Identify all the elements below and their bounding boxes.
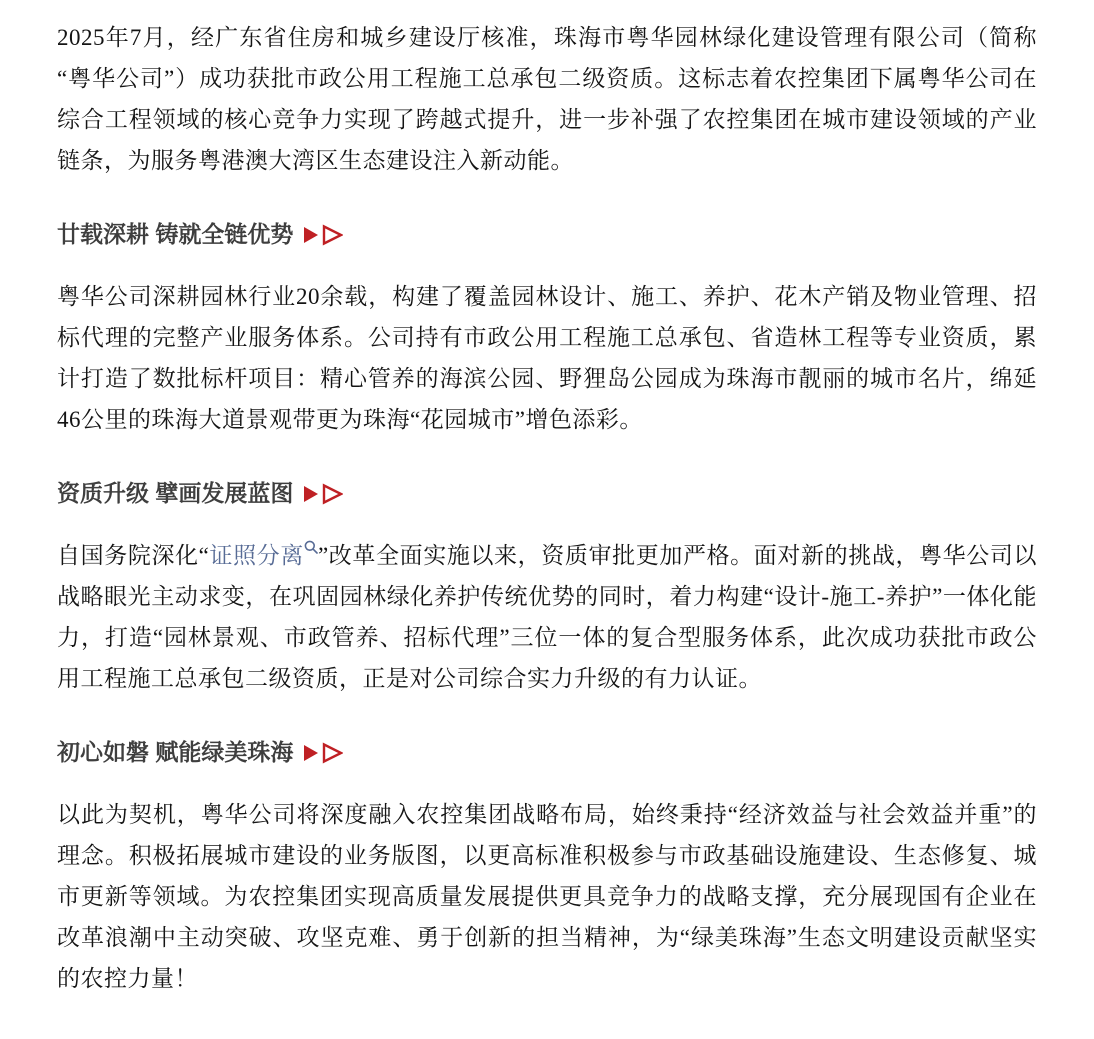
intro-paragraph: 2025年7月，经广东省住房和城乡建设厅核准，珠海市粤华园林绿化建设管理有限公司（简称“粤华公司”）成功获批市政公用工程施工总承包二级资质。这标志着农控集团下属粤华公司在综合工程领域的核心竞争力实现了跨越式提升，进一步补强了农控集团在城市建设领域的产业链条，为服务粤港澳大湾区生态建设注入新动能。 — [57, 25, 1037, 173]
heading-arrows — [303, 483, 343, 505]
search-icon[interactable] — [304, 540, 318, 554]
paragraph-text-after-link: ”改革全面实施以来，资质审批更加严格。面对新的挑战，粤华公司以战略眼光主动求变，在巩固园林绿化养护传统优势的同时，着力构建“设计-施工-养护”一体化能力，打造“园林景观、市政管养、招标代理”三位一体的复合型服务体系，此次成功获批市政公用工程施工总承包二级资质，正是对公司综合实力升级的有力认证。 — [57, 543, 1038, 691]
arrow-hollow-icon — [322, 224, 343, 246]
arrow-hollow-icon — [322, 742, 343, 764]
section-heading-1 — [57, 219, 1037, 250]
section-heading-2 — [57, 478, 1037, 509]
section-1-paragraph: 粤华公司深耕园林行业20余载，构建了覆盖园林设计、施工、养护、花木产销及物业管理、招标代理的完整产业服务体系。公司持有市政公用工程施工总承包、省造林工程等专业资质，累计打造了数批标杆项目：精心管养的海滨公园、野狸岛公园成为珠海市靓丽的城市名片，绵延46公里的珠海大道景观带更为珠海“花园城市”增色添彩。 — [57, 284, 1037, 432]
section-heading-3 — [57, 737, 1037, 768]
arrow-hollow-icon — [322, 483, 343, 505]
heading-arrows — [303, 742, 343, 764]
section-heading-3-label: 初心如磐 赋能绿美珠海 — [57, 739, 294, 765]
entry-link[interactable]: 证照分离 — [209, 543, 304, 568]
section-3-paragraph: 以此为契机，粤华公司将深度融入农控集团战略布局，始终秉持“经济效益与社会效益并重”的理念。积极拓展城市建设的业务版图，以更高标准积极参与市政基础设施建设、生态修复、城市更新等领域。为农控集团实现高质量发展提供更具竞争力的战略支撑，充分展现国有企业在改革浪潮中主动突破、攻坚克难、勇于创新的担当精神，为“绿美珠海”生态文明建设贡献坚实的农控力量！ — [57, 802, 1037, 991]
arrow-solid-icon — [303, 744, 319, 762]
section-heading-2-label: 资质升级 擘画发展蓝图 — [57, 480, 294, 506]
paragraph-text-before-link: 自国务院深化“ — [57, 543, 210, 568]
arrow-solid-icon — [303, 485, 319, 503]
arrow-solid-icon — [303, 226, 319, 244]
section-2-paragraph — [57, 535, 1037, 699]
section-heading-1-label: 廿载深耕 铸就全链优势 — [57, 221, 294, 247]
heading-arrows — [303, 224, 343, 246]
